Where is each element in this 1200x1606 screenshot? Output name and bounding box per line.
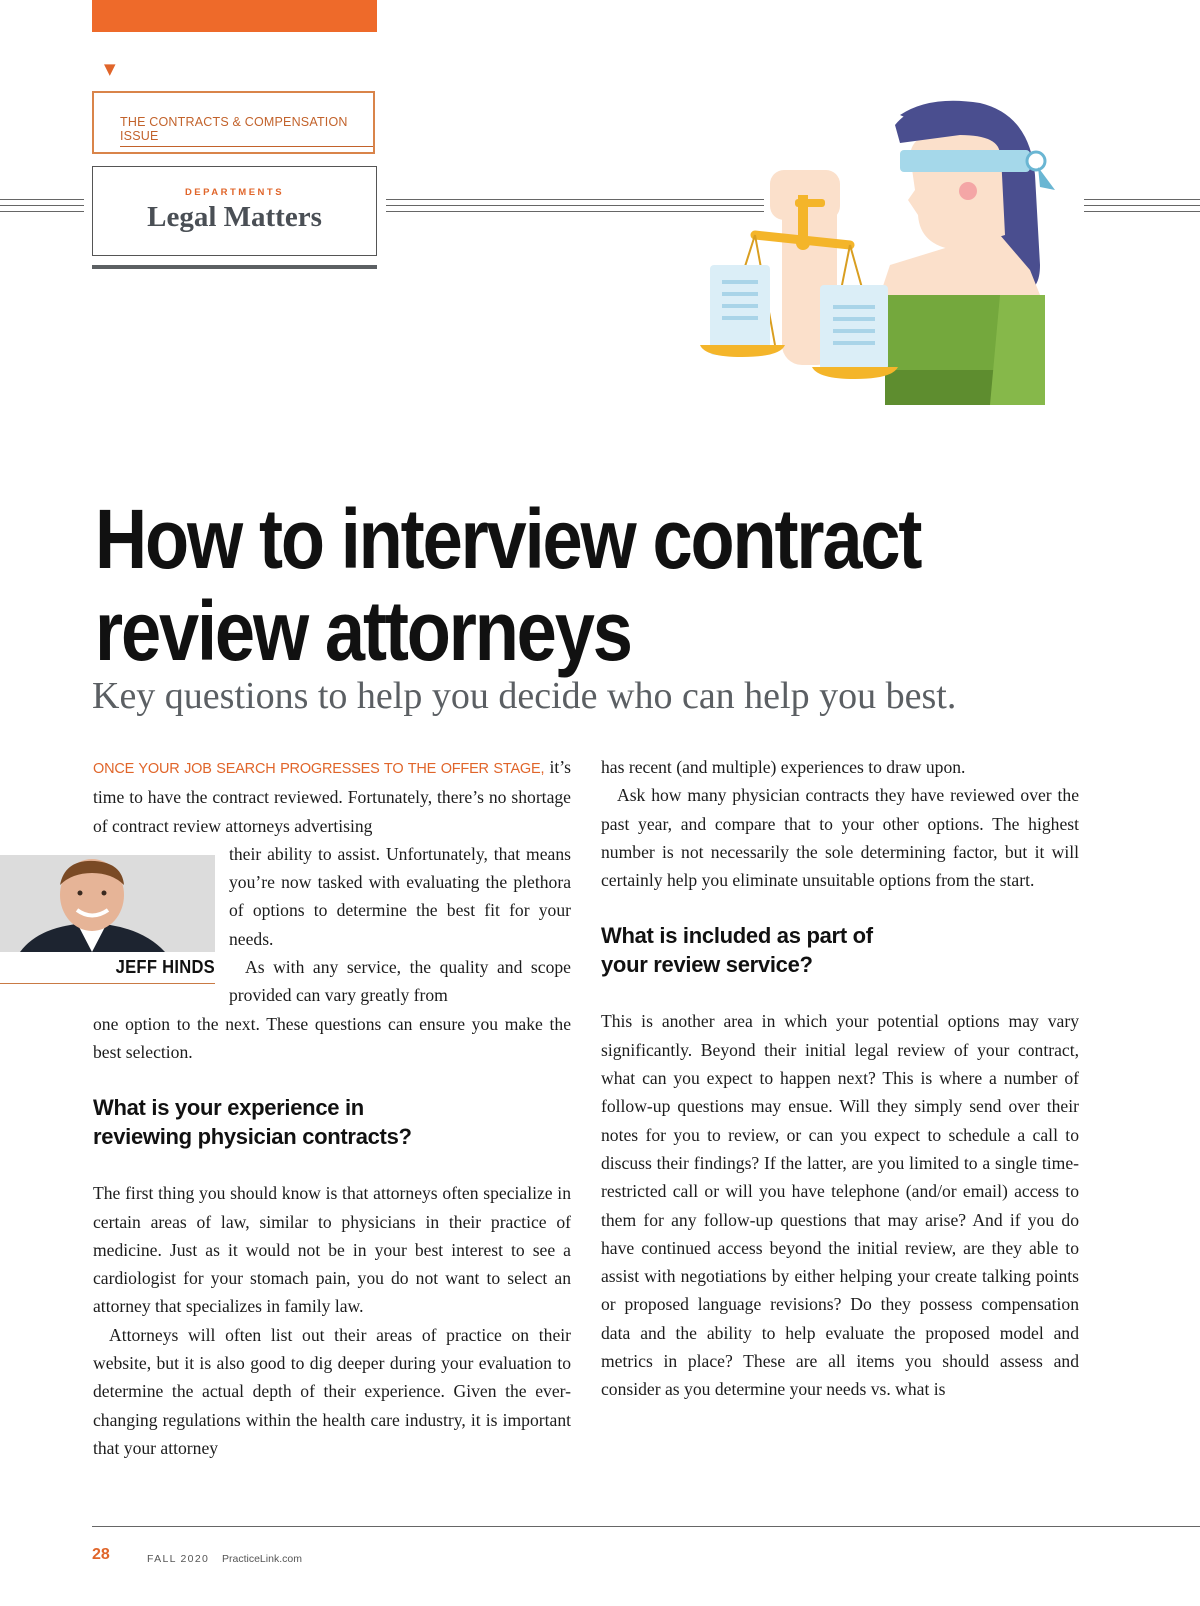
paragraph-specialize: The first thing you should know is that attorneys often specialize in certain areas of law, similar to physicians in their practice of medicine. Just as it would not be in your best interest to see a cardiologist for your stomach pain, you do not want to select an attorney that specializes in family law. — [93, 1183, 571, 1317]
paragraph-service-wrap: As with any service, the quality and scope provided can vary greatly from — [229, 957, 571, 1006]
lead-in-text: ONCE YOUR JOB SEARCH PROGRESSES TO THE OFFER STAGE, — [93, 761, 545, 777]
question-heading-line: What is your experience in — [93, 1095, 364, 1121]
section-label: DEPARTMENTS — [184, 187, 285, 198]
question-heading-review-service — [601, 921, 1079, 979]
article-subtitle: Key questions to help you decide who can help you best. — [92, 675, 957, 717]
divider-rule-left — [0, 199, 84, 212]
paragraph-service: one option to the next. These questions can ensure you make the best selection. — [93, 1013, 571, 1062]
article-column-left — [93, 753, 571, 1462]
section-title: Legal Matters — [147, 201, 322, 233]
page-number: 28 — [92, 1546, 110, 1563]
divider-rule-right — [1084, 199, 1200, 212]
question-heading-line: your review service? — [601, 952, 813, 978]
paragraph-practice-areas: Attorneys will often list out their areas of practice on their website, but it is also good to dig deeper during your evaluation to determine the actual depth of their experience. Given the ever-changing regulations within the health care industry, it is important that your attorney — [93, 1324, 571, 1458]
footer-issue: FALL 2020 — [147, 1553, 210, 1565]
article-column-right — [601, 753, 1079, 1404]
paragraph-review-scope: This is another area in which your potential options may vary significantly. Beyond their initial legal review of your contract, what can you expect to happen next? This is where a number of follow-up questions may ensue. Will they simply send over their notes for you to review, or can you expect to schedule a call to discuss their findings? If the latter, are you limited to a single time-restricted call or will you have telephone (and/or email) access to them for any follow-up questions that may arise? And if you do have continued access beyond the initial review, are they able to assist with negotiations by either helping your create talking points or proposed language revisions? Do they possess compensation data and the ability to help evaluate the proposed model and metrics in place? These are all items you should assess and consider as you determine your needs vs. what is — [601, 1011, 1079, 1400]
question-heading-line: reviewing physician contracts? — [93, 1124, 412, 1150]
paragraph-contract-count: Ask how many physician contracts they have reviewed over the past year, and compare that to your other options. The highest number is not necessarily the sole determining factor, but it will certainly help you eliminate unsuitable options from the start. — [601, 785, 1079, 891]
author-name: JEFF HINDS — [115, 957, 215, 977]
headline-line-2: review attorneys — [95, 584, 631, 678]
section-header-box — [92, 166, 377, 256]
justice-scales-illustration — [700, 95, 1080, 415]
footer-site-link[interactable]: PracticeLink.com — [222, 1553, 302, 1565]
section-underline — [92, 265, 377, 269]
issue-label: THE CONTRACTS & COMPENSATION ISSUE — [120, 115, 373, 147]
issue-label-box — [92, 91, 375, 154]
triangle-marker-icon: ▼ — [104, 60, 116, 78]
top-accent-bar — [92, 0, 377, 32]
question-heading-line: What is included as part of — [601, 923, 873, 949]
article-headline — [95, 493, 955, 677]
paragraph-recent-experience: has recent (and multiple) experiences to draw upon. — [601, 757, 966, 777]
paragraph-intro-wrap: their ability to assist. Unfortunately, that means you’re now tasked with evaluating the plethora of options to determine the best fit for your needs. — [229, 843, 571, 949]
intro-text: it’s time to have the contract reviewed. Fortunately, there’s no shortage of contract review attorneys advertising — [93, 757, 571, 836]
paragraph-intro — [93, 753, 571, 840]
question-heading-experience — [93, 1093, 571, 1151]
headline-line-1: How to interview contract — [95, 492, 921, 586]
footer-rule — [92, 1526, 1200, 1527]
